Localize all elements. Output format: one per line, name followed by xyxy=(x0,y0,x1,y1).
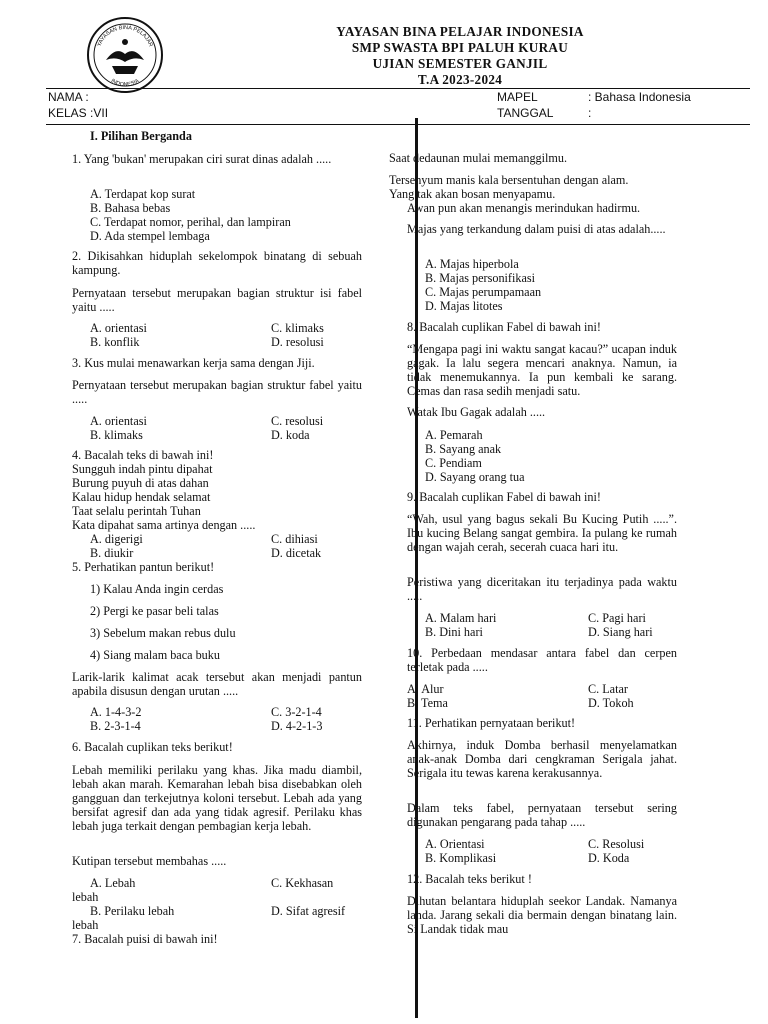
mapel-value: : Bahasa Indonesia xyxy=(588,90,691,104)
q4-line-1: Sungguh indah pintu dipahat xyxy=(72,462,213,476)
poem-line-1: Saat dedaunan mulai memanggilmu. xyxy=(389,151,568,165)
q11-option-d: D. Koda xyxy=(588,851,630,865)
q8-option-a: A. Pemarah xyxy=(425,428,483,442)
q6-option-b-cont: lebah xyxy=(72,918,99,932)
q6-option-d: D. Sifat agresif xyxy=(271,904,346,918)
q7-option-c: C. Majas perumpamaan xyxy=(425,285,542,299)
q8-option-d: D. Sayang orang tua xyxy=(425,470,525,484)
q7-option-d: D. Majas litotes xyxy=(425,299,503,313)
poem-line-2: Tersenyum manis kala bersentuhan dengan alam. xyxy=(389,173,629,187)
q5-note: Larik-larik kalimat acak tersebut akan menjadi pantun apabila disusun dengan urutan ..... xyxy=(72,670,362,698)
q5-option-a: A. 1-4-3-2 xyxy=(90,705,142,719)
question-1: 1. Yang 'bukan' merupakan ciri surat dinas adalah ..... xyxy=(72,152,332,166)
question-11: 11. Perhatikan pernyataan berikut! xyxy=(407,716,576,730)
foundation-name: YAYASAN BINA PELAJAR INDONESIA xyxy=(336,24,584,39)
q2-option-b: B. konflik xyxy=(90,335,140,349)
question-12: 12. Bacalah teks berikut ! xyxy=(407,872,532,886)
question-3: 3. Kus mulai menawarkan kerja sama dengan Jiji. xyxy=(72,356,315,370)
q10-option-d: D. Tokoh xyxy=(588,696,634,710)
exam-title: UJIAN SEMESTER GANJIL xyxy=(372,56,548,71)
q2-note: Pernyataan tersebut merupakan bagian struktur isi fabel yaitu ..... xyxy=(72,286,362,314)
q8-option-c: C. Pendiam xyxy=(425,456,482,470)
q9-option-a: A. Malam hari xyxy=(425,611,497,625)
q10-option-a: A. Alur xyxy=(407,682,444,696)
q6-option-a-cont: lebah xyxy=(72,890,99,904)
q8-note: Watak Ibu Gagak adalah ..... xyxy=(407,405,546,419)
question-6: 6. Bacalah cuplikan teks berikut! xyxy=(72,740,233,754)
kelas-field: KELAS :VII xyxy=(48,106,109,120)
q6-option-c: C. Kekhasan xyxy=(271,876,334,890)
q8-option-b: B. Sayang anak xyxy=(425,442,502,456)
q3-option-b: B. klimaks xyxy=(90,428,143,442)
identity-rule xyxy=(46,124,750,125)
q12-passage: Dihutan belantara hiduplah seekor Landak. Namanya landa. Jarang sekali dia bermain dengan binatang lain. Si Landak tidak mau xyxy=(407,894,677,936)
q2-option-d: D. resolusi xyxy=(271,335,324,349)
question-5: 5. Perhatikan pantun berikut! xyxy=(72,560,215,574)
section-title: I. Pilihan Berganda xyxy=(90,129,192,143)
poem-line-3: Yang tak akan bosan menyapamu. xyxy=(389,187,556,201)
q3-option-c: C. resolusi xyxy=(271,414,324,428)
q2-option-c: C. klimaks xyxy=(271,321,324,335)
q4-line-3: Kalau hidup hendak selamat xyxy=(72,490,211,504)
q4-option-c: C. dihiasi xyxy=(271,532,318,546)
q11-passage: Akhirnya, induk Domba berhasil menyelamatkan anak-anak Domba dari cengkraman Serigala jahat. Serigala itu tewas karena kerakusannya. xyxy=(407,738,677,780)
question-4: 4. Bacalah teks di bawah ini! xyxy=(72,448,214,462)
q5-option-b: B. 2-3-1-4 xyxy=(90,719,141,733)
q1-option-d: D. Ada stempel lembaga xyxy=(90,229,210,243)
q10-option-c: C. Latar xyxy=(588,682,628,696)
q7-note: Majas yang terkandung dalam puisi di atas adalah..... xyxy=(407,222,666,236)
q1-option-c: C. Terdapat nomor, perihal, dan lampiran xyxy=(90,215,291,229)
q3-option-d: D. koda xyxy=(271,428,310,442)
q5-line-4: 4) Siang malam baca buku xyxy=(90,648,220,662)
q3-option-a: A. orientasi xyxy=(90,414,147,428)
school-logo xyxy=(86,16,164,94)
q10-option-b: B. Tema xyxy=(407,696,448,710)
question-2: 2. Dikisahkan hiduplah sekelompok binatang di sebuah kampung. xyxy=(72,249,362,277)
mapel-label: MAPEL xyxy=(497,90,538,104)
q5-line-3: 3) Sebelum makan rebus dulu xyxy=(90,626,236,640)
poem-line-4: Awan pun akan menangis merindukan hadirmu. xyxy=(407,201,641,215)
q11-option-a: A. Orientasi xyxy=(425,837,485,851)
q5-option-c: C. 3-2-1-4 xyxy=(271,705,322,719)
q5-line-1: 1) Kalau Anda ingin cerdas xyxy=(90,582,224,596)
q4-option-b: B. diukir xyxy=(90,546,134,560)
header-rule xyxy=(46,88,750,89)
q8-passage: “Mengapa pagi ini waktu sangat kacau?” ucapan induk gagak. Ia lalu segera mencari anaknya. Namun, ia tidak menemukannya. Ia pun kembali ke sarang. Cemas dan rasa sedih menjadi satu. xyxy=(407,342,677,398)
nama-field: NAMA : xyxy=(48,90,89,104)
q6-option-b: B. Perilaku lebah xyxy=(90,904,175,918)
q2-option-a: A. orientasi xyxy=(90,321,147,335)
svg-text:YAYASAN BINA PELAJAR: YAYASAN BINA PELAJAR xyxy=(96,24,154,48)
q11-note: Dalam teks fabel, pernyataan tersebut sering digunakan pengarang pada tahap ..... xyxy=(407,801,677,829)
q6-option-a: A. Lebah xyxy=(90,876,136,890)
q6-note: Kutipan tersebut membahas ..... xyxy=(72,854,227,868)
q5-option-d: D. 4-2-1-3 xyxy=(271,719,323,733)
svg-text:INDONESIA: INDONESIA xyxy=(109,78,141,89)
q4-question: Kata dipahat sama artinya dengan ..... xyxy=(72,518,256,532)
question-7: 7. Bacalah puisi di bawah ini! xyxy=(72,932,218,946)
q4-line-4: Taat selalu perintah Tuhan xyxy=(72,504,201,518)
q1-option-a: A. Terdapat kop surat xyxy=(90,187,196,201)
question-9: 9. Bacalah cuplikan Fabel di bawah ini! xyxy=(407,490,601,504)
school-name: SMP SWASTA BPI PALUH KURAU xyxy=(351,40,569,55)
q11-option-b: B. Komplikasi xyxy=(425,851,497,865)
tanggal-value: : xyxy=(588,106,592,120)
question-10: 10. Perbedaan mendasar antara fabel dan cerpen terletak pada ..... xyxy=(407,646,677,674)
tanggal-label: TANGGAL xyxy=(497,106,554,120)
q1-option-b: B. Bahasa bebas xyxy=(90,201,171,215)
q4-option-d: D. dicetak xyxy=(271,546,322,560)
q7-option-b: B. Majas personifikasi xyxy=(425,271,536,285)
q9-option-c: C. Pagi hari xyxy=(588,611,646,625)
question-8: 8. Bacalah cuplikan Fabel di bawah ini! xyxy=(407,320,601,334)
q9-note: Peristiwa yang diceritakan itu terjadinya pada waktu ..... xyxy=(407,575,677,603)
q3-note: Pernyataan tersebut merupakan bagian struktur fabel yaitu ..... xyxy=(72,378,362,406)
q4-line-2: Burung puyuh di atas dahan xyxy=(72,476,209,490)
q4-option-a: A. digerigi xyxy=(90,532,143,546)
q6-passage: Lebah memiliki perilaku yang khas. Jika madu diambil, lebah akan marah. Kemarahan lebah bisa disebabkan oleh gangguan dan terkejutnya koloni tersebut. Lebah ada yang bersifat agresif dan ada yang tidak agresif. Perilaku khas lebah juga terkait dengan pembagian kerja lebah. xyxy=(72,763,362,833)
q11-option-c: C. Resolusi xyxy=(588,837,645,851)
q9-passage: “Wah, usul yang bagus sekali Bu Kucing Putih .....”. Ibu kucing Belang sangat gembira. Ia pulang ke rumah dengan wajah cerah, secerah cuaca hari itu. xyxy=(407,512,677,554)
academic-year: T.A 2023-2024 xyxy=(417,72,503,87)
q7-option-a: A. Majas hiperbola xyxy=(425,257,519,271)
q5-line-2: 2) Pergi ke pasar beli talas xyxy=(90,604,219,618)
q9-option-d: D. Siang hari xyxy=(588,625,653,639)
q9-option-b: B. Dini hari xyxy=(425,625,483,639)
